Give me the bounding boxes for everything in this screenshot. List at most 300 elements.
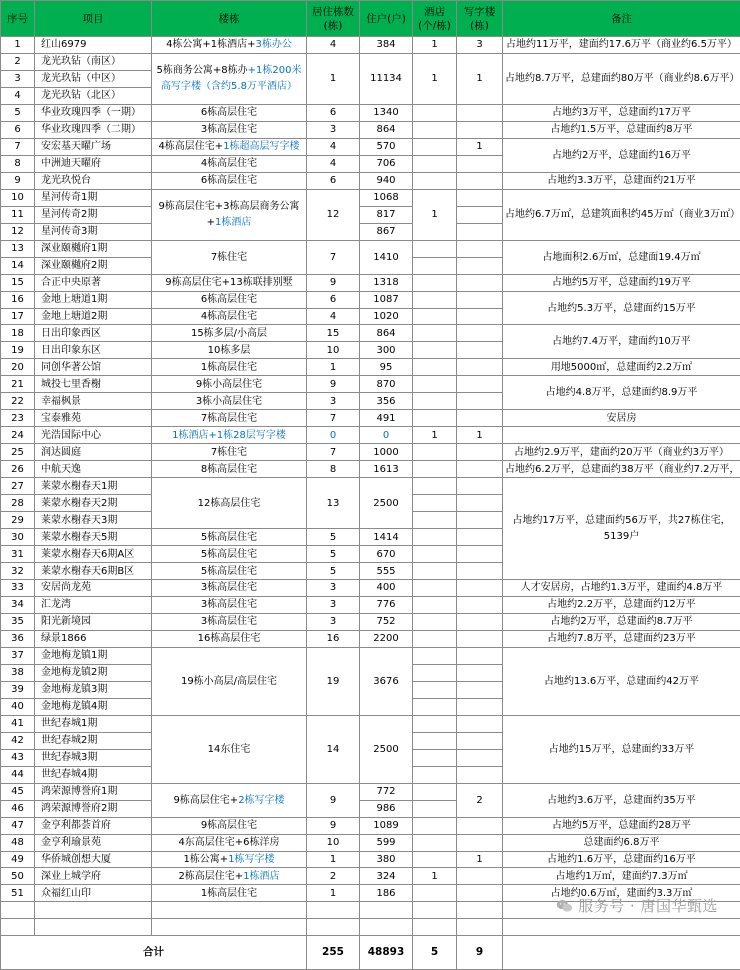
cell-households: 356 <box>360 393 413 410</box>
building-text-highlight: 2栋写字楼 <box>238 795 284 806</box>
cell-empty <box>35 919 152 936</box>
cell-hotel <box>413 512 457 529</box>
table-row <box>1 647 740 664</box>
cell-office <box>457 732 503 749</box>
cell-households: 1000 <box>360 444 413 461</box>
cell-units: 3 <box>307 580 360 597</box>
cell-note: 占地约3.3万平，总建面约21万平 <box>503 172 740 189</box>
cell-hotel <box>413 613 457 630</box>
building-text: 2栋高层住宅+ <box>178 871 243 882</box>
cell-hotel <box>413 104 457 121</box>
cell-project: 莱蒙水榭春天2期 <box>35 495 152 512</box>
cell-office <box>457 681 503 698</box>
cell-empty <box>152 919 307 936</box>
cell-households: 2200 <box>360 630 413 647</box>
cell-building <box>152 613 307 630</box>
cell-hotel <box>413 478 457 495</box>
cell-hotel <box>413 359 457 376</box>
building-text: 9栋高层住宅+ <box>173 795 238 806</box>
cell-project: 华侨城创想大厦 <box>35 851 152 868</box>
cell-hotel <box>413 800 457 817</box>
cell-units: 7 <box>307 444 360 461</box>
building-text: 4东高层住宅+6栋洋房 <box>178 837 279 848</box>
cell-seq: 28 <box>1 495 35 512</box>
header-seq: 序号 <box>1 1 35 37</box>
cell-note: 占地约2.2万平，总建面约12万平 <box>503 596 740 613</box>
table-row <box>1 427 740 444</box>
table-row <box>1 783 740 800</box>
cell-seq: 20 <box>1 359 35 376</box>
building-text: 7栋住宅 <box>211 447 247 458</box>
building-text-highlight: 1栋酒店+1栋28层写字楼 <box>172 430 286 441</box>
cell-seq: 16 <box>1 291 35 308</box>
cell-seq: 39 <box>1 681 35 698</box>
cell-office <box>457 274 503 291</box>
cell-building <box>152 580 307 597</box>
cell-households: 1068 <box>360 189 413 206</box>
cell-project: 莱蒙水榭春天5期 <box>35 529 152 546</box>
table-row <box>1 240 740 257</box>
header-households: 住户(户) <box>360 1 413 37</box>
cell-empty <box>360 902 413 919</box>
cell-office <box>457 325 503 342</box>
table-row <box>1 613 740 630</box>
table-row <box>1 104 740 121</box>
cell-hotel <box>413 596 457 613</box>
cell-empty <box>1 902 35 919</box>
cell-project: 日出印象西区 <box>35 325 152 342</box>
cell-project: 鸿荣源博誉府1期 <box>35 783 152 800</box>
cell-households: 186 <box>360 885 413 902</box>
building-text: 9栋高层住宅+3栋高层商务公寓+ <box>158 201 299 228</box>
cell-note: 安居房 <box>503 410 740 427</box>
cell-households: 706 <box>360 155 413 172</box>
cell-project: 合正中央原著 <box>35 274 152 291</box>
table-row <box>1 630 740 647</box>
table-row <box>1 851 740 868</box>
table-row <box>1 596 740 613</box>
cell-project: 绿景1866 <box>35 630 152 647</box>
cell-project: 深业颐樾府1期 <box>35 240 152 257</box>
cell-note: 总建面约6.8万平 <box>503 834 740 851</box>
table-row <box>1 138 740 155</box>
cell-households: 776 <box>360 596 413 613</box>
cell-seq: 46 <box>1 800 35 817</box>
watermark-text: 服务号 · 唐国华甄选 <box>578 895 718 916</box>
cell-note: 人才安居房，占地约1.3万平，建面约4.8万平 <box>503 580 740 597</box>
cell-seq: 4 <box>1 87 35 104</box>
cell-project: 日出印象东区 <box>35 342 152 359</box>
building-text: 10栋多层 <box>208 345 251 356</box>
cell-building <box>152 783 307 817</box>
cell-office <box>457 155 503 172</box>
building-text: 15栋多层/小高层 <box>191 328 267 339</box>
cell-project: 幸福枫景 <box>35 393 152 410</box>
cell-note: 占地约5万平，总建面约28万平 <box>503 817 740 834</box>
cell-households: 380 <box>360 851 413 868</box>
building-text: 1栋高层住宅 <box>201 888 257 899</box>
cell-units: 10 <box>307 834 360 851</box>
cell-note: 占地约5万平，总建面约19万平 <box>503 274 740 291</box>
cell-note: 占地约4.8万平，总建面约8.9万平 <box>503 376 740 410</box>
cell-project: 金地梅龙镇1期 <box>35 647 152 664</box>
cell-office <box>457 495 503 512</box>
cell-empty <box>307 919 360 936</box>
table-row <box>1 53 740 70</box>
building-text: 3栋高层住宅 <box>201 599 257 610</box>
cell-units: 16 <box>307 630 360 647</box>
cell-seq: 3 <box>1 70 35 87</box>
cell-note: 占地约0.6万㎡，建面约3.3万㎡ <box>503 885 740 902</box>
cell-note: 占地约5.3万平，总建面约15万平 <box>503 291 740 325</box>
cell-seq: 33 <box>1 580 35 597</box>
cell-office <box>457 563 503 580</box>
cell-project: 星河传奇1期 <box>35 189 152 206</box>
cell-office <box>457 223 503 240</box>
building-text: 1栋高层住宅 <box>201 362 257 373</box>
cell-seq: 9 <box>1 172 35 189</box>
cell-building <box>152 817 307 834</box>
cell-building <box>152 121 307 138</box>
table-row <box>1 444 740 461</box>
cell-note: 占地约15万平，总建面约33万平 <box>503 715 740 783</box>
cell-households: 1089 <box>360 817 413 834</box>
total-households: 48893 <box>360 936 413 970</box>
cell-households: 864 <box>360 325 413 342</box>
cell-note: 占地约2万平，总建面约16万平 <box>503 138 740 172</box>
cell-hotel <box>413 461 457 478</box>
cell-project: 星河传奇2期 <box>35 206 152 223</box>
cell-seq: 45 <box>1 783 35 800</box>
cell-households: 2500 <box>360 715 413 783</box>
cell-units: 4 <box>307 138 360 155</box>
cell-office <box>457 885 503 902</box>
cell-hotel <box>413 121 457 138</box>
cell-seq: 34 <box>1 596 35 613</box>
cell-seq: 8 <box>1 155 35 172</box>
cell-note: 用地5000㎡，总建面约2.2万㎡ <box>503 359 740 376</box>
building-text: 6栋高层住宅 <box>201 175 257 186</box>
building-text: 1栋公寓+ <box>183 854 228 865</box>
cell-empty <box>413 902 457 919</box>
cell-building <box>152 189 307 240</box>
cell-project: 金地上塘道1期 <box>35 291 152 308</box>
cell-empty <box>152 902 307 919</box>
cell-building <box>152 37 307 54</box>
cell-units: 12 <box>307 189 360 240</box>
cell-empty <box>457 919 503 936</box>
cell-project: 安居尚龙苑 <box>35 580 152 597</box>
cell-project: 同创华著公馆 <box>35 359 152 376</box>
cell-households: 1020 <box>360 308 413 325</box>
cell-building <box>152 868 307 885</box>
cell-hotel: 1 <box>413 868 457 885</box>
table-body <box>1 37 740 970</box>
cell-units: 9 <box>307 817 360 834</box>
table-row <box>1 817 740 834</box>
cell-building <box>152 342 307 359</box>
cell-seq: 51 <box>1 885 35 902</box>
cell-seq: 41 <box>1 715 35 732</box>
cell-project: 世纪春城1期 <box>35 715 152 732</box>
cell-seq: 50 <box>1 868 35 885</box>
cell-seq: 47 <box>1 817 35 834</box>
cell-hotel <box>413 563 457 580</box>
cell-office <box>457 580 503 597</box>
cell-project: 金地梅龙镇2期 <box>35 664 152 681</box>
cell-hotel <box>413 291 457 308</box>
cell-hotel <box>413 444 457 461</box>
building-text: 3栋高层住宅 <box>201 616 257 627</box>
cell-office <box>457 749 503 766</box>
cell-office <box>457 461 503 478</box>
cell-office: 1 <box>457 851 503 868</box>
total-label: 合计 <box>1 936 307 970</box>
building-text: 6栋高层住宅 <box>201 107 257 118</box>
cell-project: 莱蒙水榭春天6期B区 <box>35 563 152 580</box>
cell-project: 金地梅龙镇4期 <box>35 698 152 715</box>
cell-project: 金亨利都荟首府 <box>35 817 152 834</box>
cell-seq: 6 <box>1 121 35 138</box>
cell-seq: 27 <box>1 478 35 495</box>
cell-units: 5 <box>307 529 360 546</box>
cell-project: 龙光玖钻（南区） <box>35 53 152 70</box>
cell-hotel <box>413 172 457 189</box>
cell-seq: 7 <box>1 138 35 155</box>
cell-hotel: 1 <box>413 53 457 104</box>
cell-units: 3 <box>307 393 360 410</box>
cell-project: 润达圆庭 <box>35 444 152 461</box>
header-building: 楼栋 <box>152 1 307 37</box>
cell-note: 占地约1.6万平，总建面约16万平 <box>503 851 740 868</box>
cell-project: 金地梅龙镇3期 <box>35 681 152 698</box>
cell-project: 龙光玖悦台 <box>35 172 152 189</box>
table-row <box>1 376 740 393</box>
cell-units: 7 <box>307 410 360 427</box>
header-hotel: 酒店(个/栋) <box>413 1 457 37</box>
cell-seq: 37 <box>1 647 35 664</box>
cell-building <box>152 53 307 104</box>
cell-project: 世纪春城2期 <box>35 732 152 749</box>
cell-empty <box>503 919 740 936</box>
cell-project: 金地上塘道2期 <box>35 308 152 325</box>
cell-office <box>457 529 503 546</box>
cell-building <box>152 851 307 868</box>
cell-seq: 31 <box>1 546 35 563</box>
cell-seq: 36 <box>1 630 35 647</box>
cell-note: 占地约6.7万㎡，总建筑面积约45万㎡（商业3万㎡） <box>503 189 740 240</box>
cell-hotel <box>413 681 457 698</box>
header-units: 居住栋数(栋) <box>307 1 360 37</box>
cell-building <box>152 308 307 325</box>
cell-households: 1340 <box>360 104 413 121</box>
cell-note: 占地约3万平，总建面约17万平 <box>503 104 740 121</box>
cell-building: 19栋小高层/高层住宅 <box>152 647 307 715</box>
cell-seq: 19 <box>1 342 35 359</box>
cell-units: 14 <box>307 715 360 783</box>
cell-units: 7 <box>307 240 360 274</box>
cell-seq: 14 <box>1 257 35 274</box>
cell-note: 占地约3.6万平，总建面约35万平 <box>503 783 740 817</box>
cell-office <box>457 478 503 495</box>
building-text: 8栋高层住宅 <box>201 464 257 475</box>
cell-office: 1 <box>457 53 503 104</box>
cell-seq: 5 <box>1 104 35 121</box>
cell-project: 金亨利瑜景苑 <box>35 834 152 851</box>
building-text-highlight: +1栋200米高写字楼（含约5.8万平酒店） <box>161 65 301 92</box>
cell-hotel <box>413 698 457 715</box>
total-units: 255 <box>307 936 360 970</box>
cell-seq: 21 <box>1 376 35 393</box>
cell-units: 6 <box>307 172 360 189</box>
cell-hotel <box>413 851 457 868</box>
table-row <box>1 580 740 597</box>
cell-units: 1 <box>307 359 360 376</box>
cell-households: 384 <box>360 37 413 54</box>
cell-hotel <box>413 155 457 172</box>
cell-hotel <box>413 342 457 359</box>
cell-units: 6 <box>307 291 360 308</box>
table-row <box>1 478 740 495</box>
cell-building <box>152 376 307 393</box>
cell-note: 占地约2.9万平，建面约20万平（商业约3万平） <box>503 444 740 461</box>
cell-project: 城投七里香榭 <box>35 376 152 393</box>
cell-units: 0 <box>307 427 360 444</box>
cell-households: 300 <box>360 342 413 359</box>
cell-building <box>152 529 307 546</box>
cell-empty <box>35 902 152 919</box>
building-text: 7栋高层住宅 <box>201 413 257 424</box>
cell-building <box>152 359 307 376</box>
cell-office <box>457 359 503 376</box>
cell-note: 占地约2万平，总建面约8.7万平 <box>503 613 740 630</box>
watermark <box>556 895 718 916</box>
cell-building <box>152 427 307 444</box>
building-text: 9栋小高层住宅 <box>196 379 262 390</box>
table-row-empty <box>1 919 740 936</box>
cell-seq: 29 <box>1 512 35 529</box>
cell-office <box>457 664 503 681</box>
cell-office <box>457 206 503 223</box>
cell-units: 3 <box>307 596 360 613</box>
cell-hotel <box>413 410 457 427</box>
table-row <box>1 37 740 54</box>
cell-building <box>152 563 307 580</box>
cell-seq: 40 <box>1 698 35 715</box>
building-text-highlight: 1栋超高层写字楼 <box>223 141 299 152</box>
cell-hotel <box>413 749 457 766</box>
table-row <box>1 274 740 291</box>
cell-building <box>152 546 307 563</box>
cell-office <box>457 291 503 308</box>
cell-units: 3 <box>307 613 360 630</box>
cell-building <box>152 155 307 172</box>
cell-households: 555 <box>360 563 413 580</box>
cell-households: 1318 <box>360 274 413 291</box>
cell-seq: 35 <box>1 613 35 630</box>
cell-households: 940 <box>360 172 413 189</box>
cell-units: 10 <box>307 342 360 359</box>
cell-building <box>152 325 307 342</box>
cell-note: 占地面积2.6万㎡，总建面19.4万㎡ <box>503 240 740 274</box>
building-text: 4栋高层住宅 <box>201 158 257 169</box>
cell-units: 15 <box>307 325 360 342</box>
cell-units: 4 <box>307 37 360 54</box>
table-row <box>1 291 740 308</box>
cell-project: 华业玫瑰四季（二期） <box>35 121 152 138</box>
cell-households: 95 <box>360 359 413 376</box>
cell-empty <box>1 919 35 936</box>
cell-note <box>503 427 740 444</box>
table-row <box>1 325 740 342</box>
cell-building <box>152 138 307 155</box>
cell-building <box>152 104 307 121</box>
cell-hotel: 1 <box>413 37 457 54</box>
cell-seq: 32 <box>1 563 35 580</box>
cell-seq: 12 <box>1 223 35 240</box>
building-text: 6栋高层住宅 <box>201 294 257 305</box>
header-project: 项目 <box>35 1 152 37</box>
cell-project: 阳光新境园 <box>35 613 152 630</box>
cell-office <box>457 715 503 732</box>
cell-office <box>457 410 503 427</box>
cell-hotel: 1 <box>413 189 457 240</box>
cell-units: 4 <box>307 308 360 325</box>
cell-units: 5 <box>307 546 360 563</box>
cell-office <box>457 512 503 529</box>
cell-seq: 42 <box>1 732 35 749</box>
cell-hotel <box>413 257 457 274</box>
cell-office <box>457 121 503 138</box>
table-row <box>1 410 740 427</box>
cell-project: 龙光玖钻（中区） <box>35 70 152 87</box>
cell-building: 14东住宅 <box>152 715 307 783</box>
cell-office <box>457 376 503 393</box>
cell-office <box>457 596 503 613</box>
cell-seq: 24 <box>1 427 35 444</box>
building-text: 16栋高层住宅 <box>198 633 261 644</box>
cell-households: 870 <box>360 376 413 393</box>
cell-hotel <box>413 274 457 291</box>
cell-hotel <box>413 715 457 732</box>
cell-office <box>457 308 503 325</box>
cell-office <box>457 834 503 851</box>
cell-project: 莱蒙水榭春天1期 <box>35 478 152 495</box>
total-row <box>1 936 740 970</box>
cell-households: 1087 <box>360 291 413 308</box>
cell-hotel <box>413 546 457 563</box>
cell-households: 400 <box>360 580 413 597</box>
cell-units: 9 <box>307 376 360 393</box>
cell-note: 占地约11万平，建面约17.6万平（商业约6.5万平） <box>503 37 740 54</box>
cell-project: 安宏基天曜广场 <box>35 138 152 155</box>
cell-hotel <box>413 240 457 257</box>
cell-empty <box>457 902 503 919</box>
cell-units: 5 <box>307 563 360 580</box>
cell-hotel <box>413 529 457 546</box>
building-text: 5栋商务公寓+8栋办 <box>157 65 248 76</box>
cell-households: 3676 <box>360 647 413 715</box>
building-text: 4栋公寓+1栋酒店+ <box>166 39 255 50</box>
cell-project: 众福红山印 <box>35 885 152 902</box>
table-row <box>1 172 740 189</box>
cell-office <box>457 647 503 664</box>
cell-units: 6 <box>307 104 360 121</box>
header-office: 写字楼(栋) <box>457 1 503 37</box>
cell-hotel <box>413 580 457 597</box>
cell-households: 491 <box>360 410 413 427</box>
cell-project: 龙光玖钻（北区） <box>35 87 152 104</box>
